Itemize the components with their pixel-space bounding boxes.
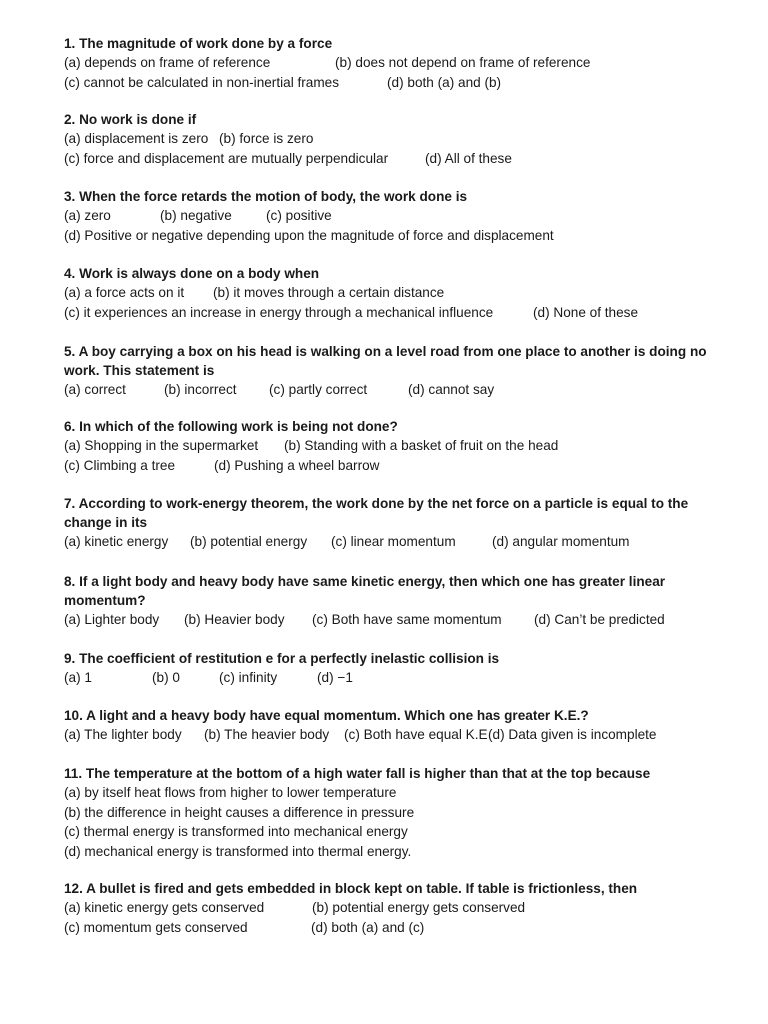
answer-option: (a) 1 [64,670,92,685]
question-text: 2. No work is done if [64,112,197,127]
option-row [64,226,714,246]
option-row [64,283,714,303]
question-text: 7. According to work-energy theorem, the work done by the net force on a particle is equal to the change in its [64,496,689,530]
option-row [64,668,714,688]
option-row [64,803,714,823]
option-row [64,918,714,938]
answer-option: (d) −1 [317,670,353,685]
answer-option: (a) zero [64,208,111,223]
option-row [64,303,714,323]
answer-option: (a) kinetic energy [64,534,169,549]
answer-option: (c) positive [266,208,332,223]
option-row [64,725,714,745]
answer-option: (c) cannot be calculated in non-inertial frames [64,74,340,90]
question-text: 3. When the force retards the motion of body, the work done is [64,189,468,204]
answer-option: (c) Climbing a tree [64,457,176,473]
answer-option: (b) Standing with a basket of fruit on the head [284,438,559,453]
answer-option: (b) does not depend on frame of reference [335,55,591,70]
answer-option: (c) force and displacement are mutually perpendicular [64,150,389,166]
answer-option: (d) both (a) and (c) [311,919,425,935]
question-10 [64,706,714,745]
question-text: 11. The temperature at the bottom of a high water fall is higher than that at the top because [64,766,651,781]
answer-option: (d) mechanical energy is transformed into thermal energy. [64,843,412,859]
answer-option: (d) All of these [425,150,512,166]
option-row [64,898,714,918]
question-3 [64,187,714,245]
answer-option: (a) The lighter body [64,727,182,742]
option-row [64,822,714,842]
answer-option: (d) None of these [533,304,639,320]
question-8 [64,572,714,630]
answer-option: (b) incorrect [164,382,237,397]
answer-option: (c) Both have equal K.E [344,727,488,742]
answer-option: (c) Both have same momentum [312,612,502,627]
question-1 [64,34,714,92]
option-row [64,610,714,630]
question-text: 9. The coefficient of restitution e for a perfectly inelastic collision is [64,651,500,666]
question-text: 6. In which of the following work is being not done? [64,419,398,434]
answer-option: (c) linear momentum [331,534,456,549]
answer-option: (a) correct [64,382,126,397]
option-row [64,206,714,226]
option-row [64,129,714,149]
question-text: 1. The magnitude of work done by a force [64,36,333,51]
option-row [64,436,714,456]
question-text: 12. A bullet is fired and gets embedded in block kept on table. If table is frictionless, then [64,881,638,896]
answer-option: (c) infinity [219,670,278,685]
question-text: 4. Work is always done on a body when [64,266,320,281]
answer-option: (a) Shopping in the supermarket [64,438,259,453]
answer-option: (c) momentum gets conserved [64,919,248,935]
question-text: 8. If a light body and heavy body have same kinetic energy, then which one has greater linear momentum? [64,574,666,608]
answer-option: (b) potential energy gets conserved [312,900,526,915]
answer-option: (d) cannot say [408,382,495,397]
answer-option: (a) a force acts on it [64,285,185,300]
answer-option: (b) potential energy [190,534,308,549]
option-row [64,783,714,803]
question-5 [64,342,714,400]
option-row [64,380,714,400]
answer-option: (d) Can’t be predicted [534,612,665,627]
answer-option: (a) depends on frame of reference [64,55,271,70]
question-4 [64,264,714,322]
answer-option: (d) angular momentum [492,534,630,549]
answer-option: (a) by itself heat flows from higher to lower temperature [64,785,397,800]
answer-option: (b) Heavier body [184,612,285,627]
question-2 [64,110,714,168]
question-11 [64,764,714,861]
question-text: 5. A boy carrying a box on his head is walking on a level road from one place to another is doing no work. This statement is [64,344,707,378]
answer-option: (b) it moves through a certain distance [213,285,445,300]
option-row [64,53,714,73]
option-row [64,532,714,552]
answer-option: (c) partly correct [269,382,368,397]
option-row [64,73,714,93]
answer-option: (b) the difference in height causes a difference in pressure [64,804,415,820]
question-12 [64,879,714,937]
answer-option: (c) it experiences an increase in energy through a mechanical influence [64,304,494,320]
answer-option: (d) Data given is incomplete [488,727,657,742]
answer-option: (b) The heavier body [204,727,330,742]
option-row [64,456,714,476]
question-text: 10. A light and a heavy body have equal momentum. Which one has greater K.E.? [64,708,589,723]
answer-option: (b) 0 [152,670,180,685]
option-row [64,149,714,169]
answer-option: (a) displacement is zero [64,131,209,146]
answer-option: (d) both (a) and (b) [387,74,502,90]
question-7 [64,494,714,552]
question-9 [64,649,714,688]
answer-option: (d) Positive or negative depending upon the magnitude of force and displacement [64,227,554,243]
answer-option: (d) Pushing a wheel barrow [214,457,380,473]
answer-option: (b) force is zero [219,131,314,146]
answer-option: (b) negative [160,208,232,223]
answer-option: (a) kinetic energy gets conserved [64,900,265,915]
question-6 [64,417,714,475]
option-row [64,842,714,862]
answer-option: (a) Lighter body [64,612,160,627]
answer-option: (c) thermal energy is transformed into mechanical energy [64,824,408,839]
